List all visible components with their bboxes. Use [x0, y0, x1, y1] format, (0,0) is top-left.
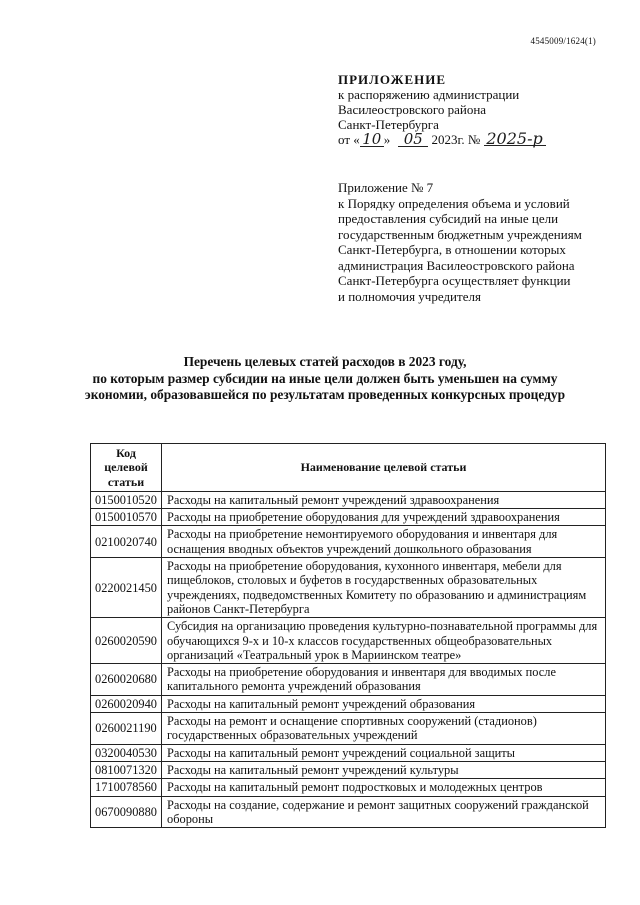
row-name: Расходы на капитальный ремонт учреждений здравоохранения — [162, 491, 606, 508]
table-row — [91, 618, 606, 664]
table-header-row — [91, 444, 606, 492]
table-row — [91, 491, 606, 508]
target-articles-table — [90, 443, 606, 828]
row-code: 0260020940 — [91, 695, 162, 712]
table-row — [91, 779, 606, 796]
row-name: Расходы на капитальный ремонт подростковых и молодежных центров — [162, 779, 606, 796]
row-code: 0260021190 — [91, 713, 162, 745]
table-row — [91, 796, 606, 828]
row-name: Расходы на ремонт и оснащение спортивных сооружений (стадионов) государственных образовательных учреждений — [162, 713, 606, 745]
date-prefix: от « — [338, 132, 360, 147]
reference-line: Санкт-Петербурга, в отношении которых — [338, 242, 566, 257]
header-name: Наименование целевой статьи — [162, 444, 606, 492]
appendix-date-line — [338, 129, 608, 148]
appendix-title: ПРИЛОЖЕНИЕ — [338, 72, 447, 87]
table-row — [91, 761, 606, 778]
appendix-line: Василеостровского района — [338, 102, 487, 117]
reference-line: Приложение № 7 — [338, 180, 434, 195]
row-name: Расходы на приобретение оборудования, кухонного инвентаря, мебели для пищеблоков, столовых и буфетов в государственных образовательных учреждениях, подведомственных Комитету по образованию и администрациям районов Санкт-Петербурга — [162, 558, 606, 618]
row-code: 0150010520 — [91, 491, 162, 508]
document-heading — [60, 354, 590, 404]
reference-line: и полномочия учредителя — [338, 288, 481, 304]
row-code: 0150010570 — [91, 509, 162, 526]
table-row — [91, 509, 606, 526]
appendix-block — [338, 72, 608, 147]
document-id: 4545009/1624(1) — [530, 36, 596, 46]
row-code: 0810071320 — [91, 761, 162, 778]
row-name: Расходы на приобретение немонтируемого оборудования и инвентаря для оснащения вводных объектов учреждений дошкольного образования — [162, 526, 606, 558]
reference-block — [338, 180, 618, 304]
reference-line: Санкт-Петербурга осуществляет функции — [338, 273, 571, 288]
table-row — [91, 558, 606, 618]
handwritten-month: 05 — [398, 133, 428, 147]
row-code: 0260020680 — [91, 664, 162, 696]
table-row — [91, 695, 606, 712]
row-name: Расходы на капитальный ремонт учреждений образования — [162, 695, 606, 712]
reference-line: предоставления субсидий на иные цели — [338, 211, 559, 226]
row-code: 0260020590 — [91, 618, 162, 664]
row-code: 0220021450 — [91, 558, 162, 618]
reference-line: к Порядку определения объема и условий — [338, 195, 570, 211]
heading-line: экономии, образовавшейся по результатам проведенных конкурсных процедур — [84, 387, 566, 402]
row-name: Расходы на создание, содержание и ремонт защитных сооружений гражданской обороны — [162, 796, 606, 828]
date-day-suffix: » — [383, 132, 391, 147]
appendix-line: Санкт-Петербурга — [338, 117, 439, 132]
row-code: 1710078560 — [91, 779, 162, 796]
row-code: 0210020740 — [91, 526, 162, 558]
header-code: Код целевой статьи — [91, 444, 162, 492]
heading-line: по которым размер субсидии на иные цели должен быть уменьшен на сумму — [92, 370, 558, 386]
row-code: 0320040530 — [91, 744, 162, 761]
reference-line: администрация Василеостровского района — [338, 257, 575, 273]
date-year: 2023г. № — [431, 132, 481, 147]
reference-line: государственным бюджетным учреждениям — [338, 226, 582, 242]
table-row — [91, 526, 606, 558]
heading-line: Перечень целевых статей расходов в 2023 году, — [183, 354, 467, 369]
row-name: Расходы на капитальный ремонт учреждений культуры — [162, 761, 606, 778]
table-row — [91, 664, 606, 696]
handwritten-day: 10 — [360, 133, 384, 147]
table-row — [91, 744, 606, 761]
handwritten-order-number: 2025-р — [484, 132, 546, 146]
table-row — [91, 713, 606, 745]
row-name: Расходы на приобретение оборудования для учреждений здравоохранения — [162, 509, 606, 526]
row-name: Субсидия на организацию проведения культурно-познавательной программы для обучающихся 9-х и 10-х классов государственных общеобразовательных организаций «Театральный урок в Мариинском театре» — [162, 618, 606, 664]
row-code: 0670090880 — [91, 796, 162, 828]
appendix-line: к распоряжению администрации — [338, 87, 520, 102]
row-name: Расходы на приобретение оборудования и инвентаря для вводимых после капитального ремонта учреждений образования — [162, 664, 606, 696]
row-name: Расходы на капитальный ремонт учреждений социальной защиты — [162, 744, 606, 761]
